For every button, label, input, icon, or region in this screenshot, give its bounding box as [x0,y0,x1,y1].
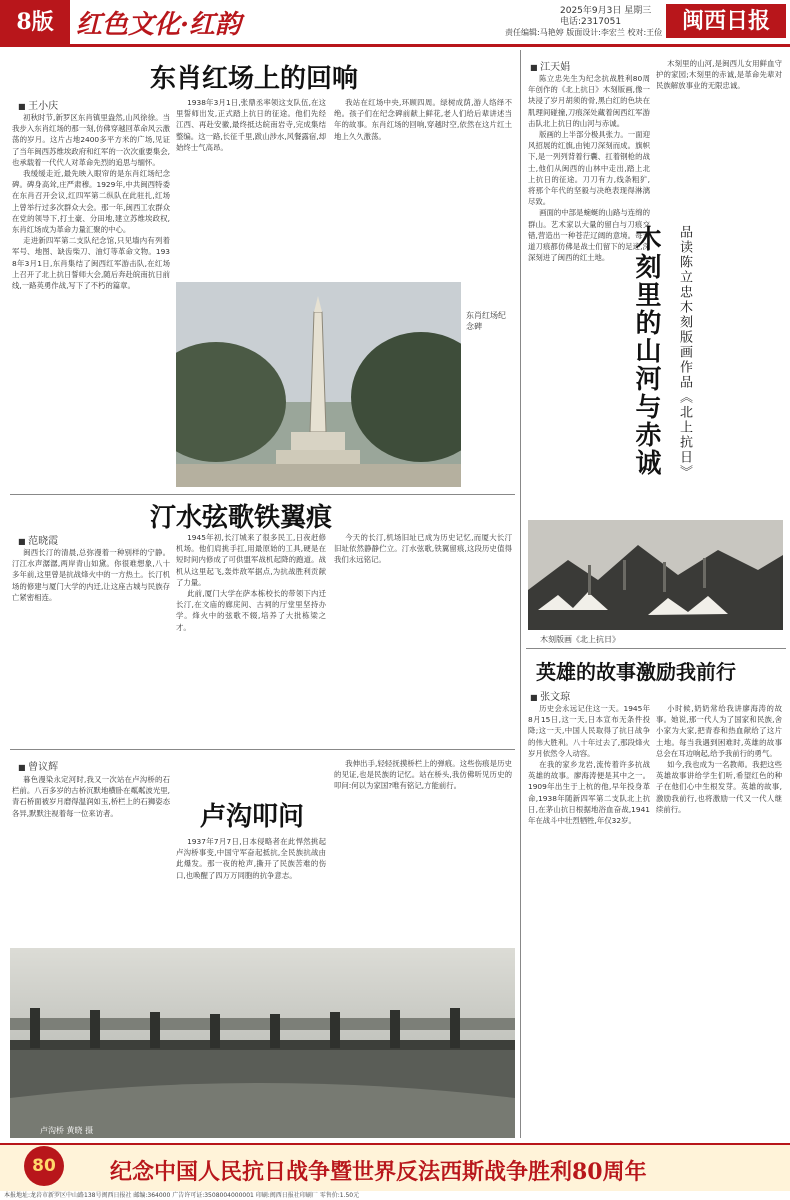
article1-para: 初秋时节,新罗区东肖镇里盎然,山风徐徐。当我步入东肖红场的那一刻,仿佛穿越回革命风云激荡的岁月。这片占地2400多平方米的广场,见证了当年闽西苏维埃政府和红军的一次次重要集会,也承载着一代代人对革命先烈的追思与缅怀。 [12,113,170,167]
imprint-line: 本报地址:龙岩市新罗区中山路138号闽西日报社 邮编:364000 广告许可证:3508004000001 印刷:闽西日报社印刷厂 零售价:1.50元 [4,1192,360,1199]
article2-col2 [176,532,326,742]
article2-col3 [334,532,512,742]
column-rule [520,50,521,1138]
article4-para: 版画的上半部分极具张力。一面迎风招展的红旗,由钝刀深刻而成。旗帜下,是一列列背着行囊、扛着钢枪的战士,他们从闽西的山林中走出,踏上北上抗日的征途。刀刀有力,线条粗犷,将那个年代的坚毅与决绝表现得淋漓尽致。 [528,130,650,207]
article3-title: 卢沟叩问 [200,802,305,832]
monument-photo-caption: 东肖红场纪念碑 [466,311,506,331]
article5-byline: ■ 张文琼 [530,688,570,703]
monument-photo [176,282,461,487]
article1-col3 [334,97,512,277]
article1-col2 [176,97,326,277]
article1-para: 我缓缓走近,最先映入眼帘的是东肖红场纪念碑。碑身高耸,庄严肃穆。1929年,中共闽西特委在东肖召开会议,红四军第二纵队在此驻扎,红场上曾举行过多次群众大会。那一年,闽西工农群众在党的领导下,打土豪、分田地,建立苏维埃政权,东肖红场成为革命力量汇聚的中心。 [12,169,170,235]
article3-byline: ■ 曾议辉 [18,758,58,773]
issue-date: 2025年9月3日 星期三 [560,6,652,16]
article1-byline: ■ 王小庆 [18,97,58,112]
article5-col2 [656,703,782,1138]
banner-text: 纪念中国人民抗日战争暨世界反法西斯战争胜利80周年 [110,1159,647,1185]
article4-title: 木刻里的山河与赤诚 [631,225,661,477]
article5-title: 英雄的故事激励我前行 [536,660,736,684]
newspaper-name: 闽西日报 [666,4,786,38]
article3-para: 1937年7月7日,日本侵略者在此悍然挑起卢沟桥事变,中国守军奋起抵抗,全民族抗战由此爆发。那一夜的枪声,撕开了民族苦难的伤口,也唤醒了四万万同胞的抗争意志。 [176,837,326,880]
divider [10,494,515,495]
edition-number: 8版 [0,0,70,44]
article1-para: 1938年3月1日,张鼎丞率领这支队伍,在这里誓师出发,正式踏上抗日的征途。他们先经江西、再赴安徽,最终抵达皖南岩寺,完成集结整编。这一路,长征千里,跋山涉水,风餐露宿,却始终士气高昂。 [176,98,326,152]
article5-para: 在我的家乡龙岩,流传着许多抗战英雄的故事。廖海涛便是其中之一。1909年出生于上杭的他,早年投身革命,1938年随新四军第二支队北上抗日,在茅山抗日根据地浴血奋战,1941年在战斗中壮烈牺牲,年仅32岁。 [528,760,650,826]
article5-para: 历史会永远记住这一天。1945年8月15日,这一天,日本宣布无条件投降;这一天,中国人民取得了抗日战争的伟大胜利。八十年过去了,那段烽火岁月依然令人动容。 [528,704,650,758]
article3-para: 暮色漫染永定河时,我又一次站在卢沟桥的石栏前。八百多岁的古桥沉默地横卧在粼粼波光里,青石桥面被岁月磨得温润如玉,桥栏上的石狮姿态各异,默默注视着每一位来访者。 [12,775,170,818]
article4-byline: ■ 江天娟 [530,58,570,73]
bridge-photo-caption: 卢沟桥 黄晓 摄 [40,1126,94,1135]
article4-subtitle: 品读陈立忠木刻版画作品《北上抗日》 [677,225,692,480]
article3-col1 [12,774,170,944]
column-title: 红色文化·红韵 [76,10,242,40]
phone-number: 电话:2317051 [560,17,622,27]
woodcut-photo [528,520,783,630]
article5-para: 如今,我也成为一名教师。我把这些英雄故事讲给学生们听,希望红色的种子在他们心中生根发芽。英雄的故事,激励我前行,也将激励一代又一代人继续前行。 [656,760,782,814]
article4-para: 画面的中部是蜿蜒的山路与连绵的群山。艺术家以大量的留白与刀痕交错,营造出一种苍茫辽阔的意境。每一道刀痕都仿佛是战士们留下的足迹,深深刻进了闽西的红土地。 [528,208,650,263]
article5-col1 [528,703,650,1138]
article3-col3 [334,758,512,944]
article2-col1 [12,547,170,742]
article1-col1 [12,112,170,487]
article2-para: 今天的长汀,机场旧址已成为历史记忆,而厦大长汀旧址依然静静伫立。汀水弦歌,铁翼留痕,这段历史值得我们永远铭记。 [334,533,512,565]
article1-para: 我站在红场中央,环顾四周。绿树成荫,游人络绎不绝。孩子们在纪念碑前献上鲜花,老人们给后辈讲述当年的故事。东肖红场的回响,穿越时空,依然在这片红土地上久久激荡。 [334,98,512,141]
article1-title: 东肖红场上的回响 [150,64,359,94]
article3-col2 [176,836,326,944]
article2-para: 闽西长汀的清晨,总弥漫着一种别样的宁静。汀江水声潺潺,两岸青山如黛。你很难想象,八十多年前,这里曾是抗战烽火中的一方热土。长汀机场的修建与厦门大学的内迁,让这座古城与民族存亡紧密相连。 [12,548,170,602]
article1-para: 走进新四军第二支队纪念馆,只见墙内有列着军号、地图、缺齿柴刀、油灯等革命文物。1938年3月1日,东肖集结了闽西红军游击队,在红场上召开了北上抗日誓师大会,随后奔赴皖南抗日前线,一路英勇作战,写下了不朽的篇章。 [12,236,170,291]
article2-para: 1945年初,长汀城来了很多民工,日夜赶修机场。他们肩挑手扛,用最原始的工具,硬是在短时间内修成了可供盟军战机起降的跑道。战机从这里起飞,轰炸敌军据点,为抗战胜利贡献了力量。 [176,533,326,587]
woodcut-photo-caption: 木刻版画《北上抗日》 [540,635,620,644]
article2-title: 汀水弦歌铁翼痕 [150,503,333,533]
article2-para: 此前,厦门大学在萨本栋校长的带领下内迁长汀,在文庙的廊庑间、古祠的厅堂里坚持办学。烽火中的弦歌不辍,培养了大批栋梁之才。 [176,589,326,632]
article4-col2 [656,58,782,248]
bridge-photo [10,948,515,1138]
article2-byline: ■ 范晓霞 [18,532,58,547]
anniversary-emblem: 80 [24,1146,64,1186]
article4-para: 陈立忠先生为纪念抗战胜利80周年创作的《北上抗日》木刻版画,像一块浸了岁月胡须的骨,黑白红的色块在肌理间碰撞,刀痕深处藏着闽西红军游击队北上抗日的山河与赤诚。 [528,74,650,128]
editor-credits: 责任编辑:马艳婷 版面设计:李宏兰 校对:王俭 [505,28,663,37]
article4-para: 木刻里的山河,是闽西儿女用鲜血守护的家园;木刻里的赤诚,是革命先辈对民族解放事业的无限忠诚。 [656,59,782,91]
article5-para: 小时候,奶奶常给我讲廖海涛的故事。她说,那一代人为了国家和民族,舍小家为大家,把青春和热血献给了这片土地。每当我遇到困难时,英雄的故事总会在耳边响起,给予我前行的勇气。 [656,704,782,758]
divider [526,648,786,649]
divider [10,749,515,750]
article3-para: 我伸出手,轻轻抚摸桥栏上的弹痕。这些伤痕是历史的见证,也是民族的记忆。站在桥头,我仿佛听见历史的叩问:何以为家国?唯有铭记,方能前行。 [334,759,512,791]
